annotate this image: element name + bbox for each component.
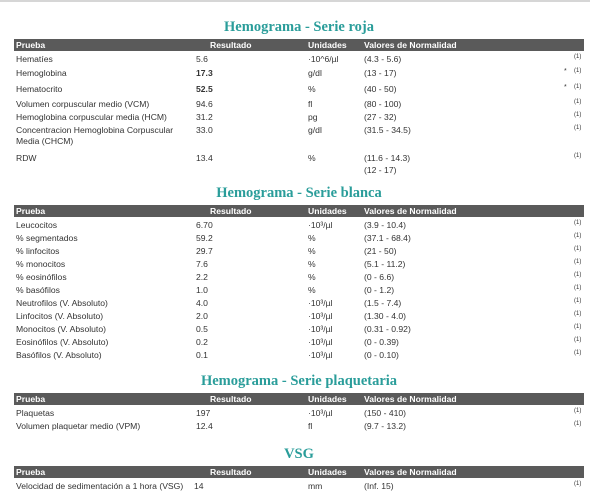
row-unit: % (308, 285, 316, 295)
row-ref: (9.7 - 13.2) (364, 421, 407, 431)
table-row (14, 298, 584, 311)
row-name: Linfocitos (V. Absoluto) (16, 311, 104, 321)
table-row (14, 259, 584, 272)
row-flag: (1) (574, 112, 582, 118)
section-serie-roja (14, 18, 584, 177)
table-body (14, 408, 584, 434)
row-flag: (1) (574, 421, 582, 427)
row-ref: (0 - 0.39) (364, 337, 399, 347)
table-row (14, 311, 584, 324)
row-unit: g/dl (308, 125, 322, 135)
row-ref: (80 - 100) (364, 99, 402, 109)
header-unidades: Unidades (308, 40, 347, 50)
row-flag: (1) (574, 84, 582, 90)
table-header (14, 466, 584, 478)
table-header (14, 205, 584, 217)
row-unit: ·10³/µl (308, 298, 333, 308)
header-valores: Valores de Normalidad (364, 40, 457, 50)
row-flag: (1) (574, 220, 582, 226)
table-row (14, 324, 584, 337)
row-name: Volumen plaquetar medio (VPM) (16, 421, 141, 431)
row-unit: fl (308, 421, 313, 431)
table-row (14, 68, 584, 82)
row-unit: % (308, 272, 316, 282)
row-unit: % (308, 84, 316, 94)
row-unit: g/dl (308, 68, 322, 78)
row-flag: (1) (574, 408, 582, 414)
row-name: Hematocrito (16, 84, 63, 94)
row-flag: (1) (574, 311, 582, 317)
row-flag: (1) (574, 233, 582, 239)
row-unit: ·10³/µl (308, 220, 333, 230)
row-ref: (4.3 - 5.6) (364, 54, 402, 64)
row-unit: ·10³/µl (308, 350, 333, 360)
row-ref: (0 - 0.10) (364, 350, 399, 360)
row-name: % basófilos (16, 285, 60, 295)
row-name: % segmentados (16, 233, 78, 243)
table-row (14, 220, 584, 233)
row-unit: ·10^6/µl (308, 54, 339, 64)
row-result: 94.6 (196, 99, 213, 109)
row-name: Volumen corpuscular medio (VCM) (16, 99, 150, 109)
header-resultado: Resultado (210, 394, 252, 404)
section-title: Hemograma - Serie roja (224, 19, 374, 35)
row-name: Monocitos (V. Absoluto) (16, 324, 106, 334)
row-abnormal-mark: * (564, 84, 567, 91)
header-valores: Valores de Normalidad (364, 467, 457, 477)
row-name: % eosinófilos (16, 272, 67, 282)
row-name: Hematíes (16, 54, 53, 64)
row-name: Neutrofilos (V. Absoluto) (16, 298, 108, 308)
row-ref: (40 - 50) (364, 84, 397, 94)
row-result: 0.2 (196, 337, 208, 347)
row-unit: % (308, 233, 316, 243)
row-result: 17.3 (196, 68, 213, 78)
row-result: 0.1 (196, 350, 208, 360)
row-ref: (Inf. 15) (364, 481, 394, 491)
row-flag: (1) (574, 337, 582, 343)
header-unidades: Unidades (308, 467, 347, 477)
row-ref: (1.5 - 7.4) (364, 298, 402, 308)
header-prueba: Prueba (16, 206, 46, 216)
row-result: 29.7 (196, 246, 213, 256)
section-title: Hemograma - Serie plaquetaria (200, 373, 398, 389)
row-name: % monocitos (16, 259, 66, 269)
row-result: 2.0 (196, 311, 208, 321)
header-unidades: Unidades (308, 206, 347, 216)
row-flag: (1) (574, 285, 582, 291)
row-result: 2.2 (196, 272, 208, 282)
row-unit: % (308, 153, 316, 163)
row-ref: (31.5 - 34.5) (364, 125, 411, 135)
row-result: 6.70 (196, 220, 213, 230)
header-resultado: Resultado (210, 40, 252, 50)
section-title: VSG (284, 446, 314, 462)
table-row (14, 481, 584, 494)
row-ref: (21 - 50) (364, 246, 397, 256)
header-valores: Valores de Normalidad (364, 206, 457, 216)
row-name: Hemoglobina (16, 68, 67, 78)
row-ref: (0 - 6.6) (364, 272, 395, 282)
header-resultado: Resultado (210, 467, 252, 477)
section-serie-blanca (14, 184, 584, 363)
row-ref-secondary: (12 - 17) (364, 165, 397, 175)
row-name: RDW (16, 153, 37, 163)
header-prueba: Prueba (16, 40, 46, 50)
header-unidades: Unidades (308, 394, 347, 404)
row-ref: (27 - 32) (364, 112, 397, 122)
row-name: Concentracion Hemoglobina Corpuscular Media (CHCM) (16, 125, 174, 146)
row-flag: (1) (574, 68, 582, 74)
row-ref: (1.30 - 4.0) (364, 311, 407, 321)
table-row (14, 350, 584, 363)
row-abnormal-mark: * (564, 68, 567, 75)
table-row (14, 99, 584, 110)
table-row (14, 421, 584, 434)
row-flag: (1) (574, 259, 582, 265)
row-result: 197 (196, 408, 211, 418)
section-vsg (14, 445, 584, 494)
header-valores: Valores de Normalidad (364, 394, 457, 404)
row-result: 0.5 (196, 324, 208, 334)
row-unit: ·10³/µl (308, 324, 333, 334)
row-flag: (1) (574, 481, 582, 487)
table-header (14, 393, 584, 405)
row-flag: (1) (574, 54, 582, 60)
row-name: Hemoglobina corpuscular media (HCM) (16, 112, 167, 122)
row-name: Basófilos (V. Absoluto) (16, 350, 102, 360)
row-unit: % (308, 259, 316, 269)
row-result: 31.2 (196, 112, 213, 122)
table-row (14, 285, 584, 298)
section-serie-plaquetaria (14, 372, 584, 434)
row-unit: ·10³/µl (308, 337, 333, 347)
row-flag: (1) (574, 246, 582, 252)
header-prueba: Prueba (16, 394, 46, 404)
table-row (14, 246, 584, 259)
row-result: 59.2 (196, 233, 213, 243)
row-flag: (1) (574, 153, 582, 159)
row-flag: (1) (574, 324, 582, 330)
row-unit: ·10³/µl (308, 311, 333, 321)
table-body (14, 481, 584, 494)
row-name: Velocidad de sedimentación a 1 hora (VSG) (16, 481, 184, 491)
table-row (14, 272, 584, 285)
table-row (14, 233, 584, 246)
top-divider (0, 0, 590, 2)
row-flag: (1) (574, 125, 582, 131)
row-unit: ·10³/µl (308, 408, 333, 418)
row-result: 1.0 (196, 285, 208, 295)
row-name: Plaquetas (16, 408, 55, 418)
row-ref: (5.1 - 11.2) (364, 259, 406, 269)
row-name: Eosinófilos (V. Absoluto) (16, 337, 109, 347)
table-row (14, 54, 584, 65)
table-row (14, 337, 584, 350)
row-ref: (11.6 - 14.3) (364, 153, 411, 163)
header-prueba: Prueba (16, 467, 46, 477)
row-ref: (37.1 - 68.4) (364, 233, 411, 243)
table-body (14, 220, 584, 363)
row-result: 7.6 (196, 259, 208, 269)
row-result: 33.0 (196, 125, 213, 135)
table-row (14, 408, 584, 421)
row-ref: (150 - 410) (364, 408, 407, 418)
row-result: 4.0 (196, 298, 208, 308)
row-result: 12.4 (196, 421, 213, 431)
row-name: % linfocitos (16, 246, 60, 256)
table-row (14, 112, 584, 123)
row-result: 5.6 (196, 54, 208, 64)
section-title: Hemograma - Serie blanca (216, 185, 382, 201)
row-ref: (13 - 17) (364, 68, 397, 78)
row-flag: (1) (574, 350, 582, 356)
row-ref: (3.9 - 10.4) (364, 220, 407, 230)
row-ref: (0.31 - 0.92) (364, 324, 411, 334)
table-row (14, 84, 584, 97)
row-result: 14 (194, 481, 204, 491)
row-unit: fl (308, 99, 313, 109)
header-resultado: Resultado (210, 206, 252, 216)
table-row (14, 125, 584, 147)
row-result: 52.5 (196, 84, 213, 94)
row-name: Leucocitos (16, 220, 58, 230)
row-flag: (1) (574, 99, 582, 105)
row-unit: % (308, 246, 316, 256)
table-header (14, 39, 584, 51)
row-flag: (1) (574, 298, 582, 304)
row-unit: mm (308, 481, 323, 491)
row-unit: pg (308, 112, 318, 122)
row-ref: (0 - 1.2) (364, 285, 395, 295)
row-flag: (1) (574, 272, 582, 278)
table-row (14, 153, 584, 177)
row-result: 13.4 (196, 153, 213, 163)
